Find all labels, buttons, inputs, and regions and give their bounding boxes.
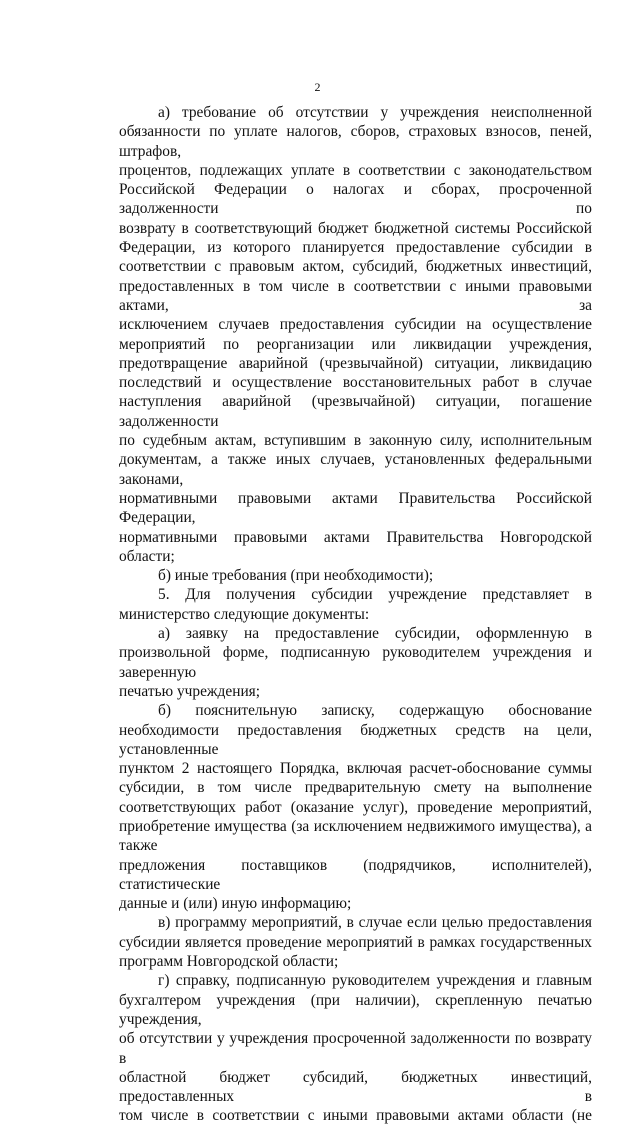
text-line: печатью учреждения; bbox=[119, 682, 261, 700]
text-line: последствий и осуществление восстановительных работ в случае bbox=[119, 374, 592, 392]
page-number: 2 bbox=[314, 80, 321, 94]
text-line: Федерации, из которого планируется предоставление субсидии в bbox=[119, 239, 592, 257]
text-line: возврату в соответствующий бюджет бюджетной системы Российской bbox=[119, 219, 592, 237]
text-line: данные и (или) иную информацию; bbox=[119, 895, 352, 913]
text-line: нормативными правовыми актами Правительства Российской Федерации, bbox=[119, 489, 592, 527]
text-line: министерство следующие документы: bbox=[119, 605, 370, 623]
text-line: об отсутствии у учреждения просроченной задолженности по возврату в bbox=[119, 1030, 592, 1067]
paragraph bbox=[119, 585, 592, 624]
text-line: в) программу мероприятий, в случае если целью предоставления bbox=[158, 914, 592, 932]
paragraph bbox=[119, 624, 592, 701]
text-line: том числе в соответствии с иными правовыми актами области (не bbox=[119, 1107, 592, 1125]
text-line: а) требование об отсутствии у учреждения неисполненной bbox=[158, 104, 592, 121]
text-line: соответствии с правовым актом, субсидий, бюджетных инвестиций, bbox=[119, 258, 592, 276]
paragraph bbox=[119, 701, 592, 913]
text-line: приобретение имущества (за исключением недвижимого имущества), а также bbox=[119, 817, 592, 855]
text-line: программ Новгородской области; bbox=[119, 953, 339, 971]
paragraph bbox=[119, 566, 592, 585]
text-line: Российской Федерации о налогах и сборах, просроченной задолженности по bbox=[119, 181, 592, 218]
text-line: наступления аварийной (чрезвычайной) ситуации, погашение задолженности bbox=[119, 393, 592, 430]
text-line: необходимости предоставления бюджетных средств на цели, установленные bbox=[119, 721, 592, 758]
text-line: мероприятий по реорганизации или ликвидации учреждения, bbox=[119, 335, 592, 353]
paragraph bbox=[119, 103, 592, 566]
text-line: 5. Для получения субсидии учреждение представляет в bbox=[158, 586, 592, 604]
text-line: процентов, подлежащих уплате в соответствии с законодательством bbox=[119, 161, 592, 179]
text-line: субсидии является проведение мероприятий в рамках государственных bbox=[119, 933, 592, 951]
text-line: по судебным актам, вступившим в законную силу, исполнительным bbox=[119, 432, 592, 450]
text-line: предоставленных в том числе в соответствии с иными правовыми актами, за bbox=[119, 277, 592, 314]
text-line: нормативными правовыми актами Правительства Новгородской области; bbox=[119, 528, 592, 565]
text-line: областной бюджет субсидий, бюджетных инвестиций, предоставленных в bbox=[119, 1068, 592, 1106]
text-line: пунктом 2 настоящего Порядка, включая расчет-обоснование суммы bbox=[119, 760, 592, 778]
text-line: предложения поставщиков (подрядчиков, исполнителей), статистические bbox=[119, 856, 592, 893]
text-line: а) заявку на предоставление субсидии, оформленную в bbox=[158, 625, 592, 643]
text-line: субсидии, в том числе предварительную смету на выполнение bbox=[119, 779, 592, 797]
text-line: обязанности по уплате налогов, сборов, страховых взносов, пеней, штрафов, bbox=[119, 123, 592, 160]
text-line: б) иные требования (при необходимости); bbox=[158, 567, 434, 585]
text-line: предотвращение аварийной (чрезвычайной) ситуации, ликвидацию bbox=[119, 354, 592, 372]
text-line: соответствующих работ (оказание услуг), проведение мероприятий, bbox=[119, 798, 592, 816]
text-line: г) справку, подписанную руководителем учреждения и главным bbox=[158, 972, 592, 990]
document-body bbox=[119, 103, 592, 1126]
paragraph bbox=[119, 913, 592, 971]
text-line: документам, а также иных случаев, установленных федеральными законами, bbox=[119, 451, 592, 488]
text-line: произвольной форме, подписанную руководителем учреждения и заверенную bbox=[119, 644, 592, 681]
text-line: бухгалтером учреждения (при наличии), скрепленную печатью учреждения, bbox=[119, 991, 592, 1028]
paragraph bbox=[119, 971, 592, 1125]
text-line: исключением случаев предоставления субсидии на осуществление bbox=[119, 316, 592, 334]
text-line: б) пояснительную записку, содержащую обоснование bbox=[158, 702, 592, 720]
